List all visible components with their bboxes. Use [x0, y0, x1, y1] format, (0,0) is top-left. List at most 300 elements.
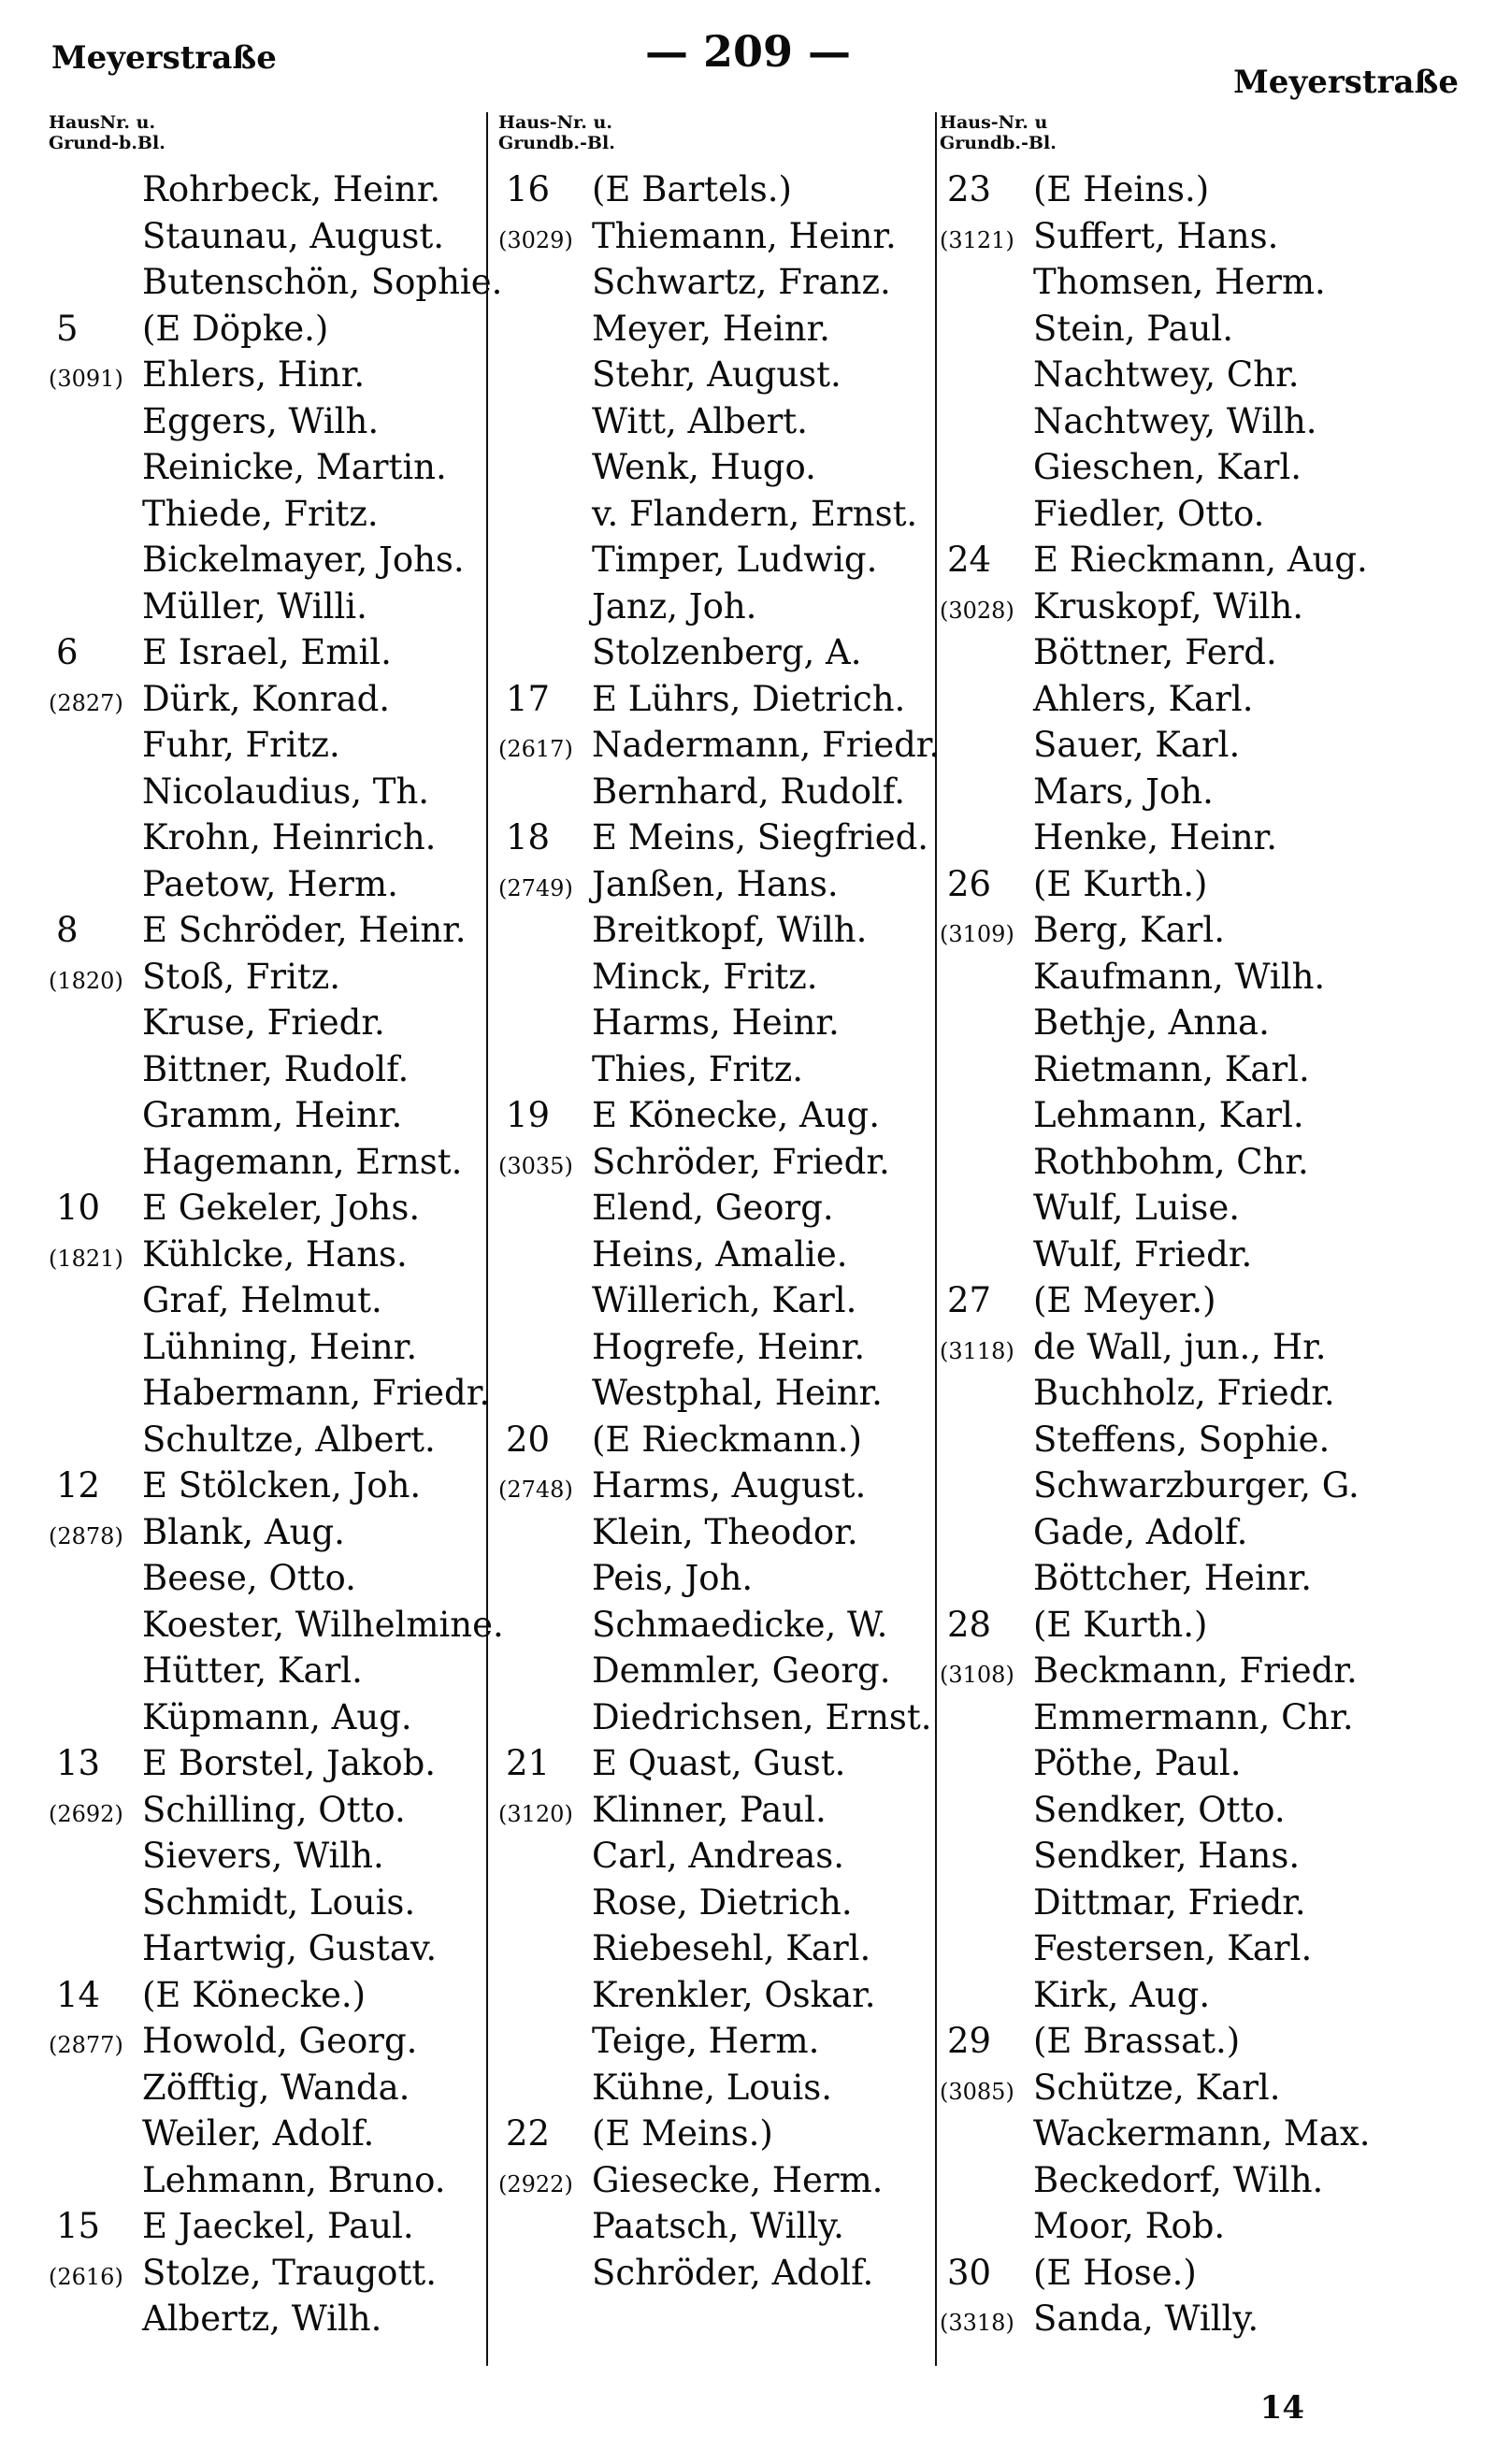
resident-name: Riebesehl, Karl. — [592, 1928, 871, 1968]
resident-name: Paetow, Herm. — [142, 863, 398, 904]
directory-entry — [940, 629, 1379, 676]
grundbuch-number: (3120) — [498, 1800, 573, 1827]
resident-name: Meyer, Heinr. — [592, 308, 830, 349]
resident-name: Nicolaudius, Th. — [142, 771, 430, 812]
directory-entry — [49, 1277, 488, 1324]
directory-entry — [498, 861, 938, 908]
directory-entry — [940, 2296, 1379, 2342]
directory-entry — [940, 1463, 1379, 1509]
resident-name: Albertz, Wilh. — [142, 2298, 382, 2339]
directory-entry — [940, 1000, 1379, 1046]
resident-name: Bickelmayer, Johs. — [142, 540, 465, 580]
grundbuch-number: (2878) — [49, 1522, 123, 1549]
grundbuch-number: (3318) — [940, 2310, 1014, 2336]
directory-entry — [49, 2157, 488, 2204]
directory-entry — [49, 1880, 488, 1926]
resident-name: Kirk, Aug. — [1033, 1974, 1211, 2015]
resident-name: Pöthe, Paul. — [1033, 1743, 1242, 1783]
resident-name: Beckedorf, Wilh. — [1033, 2159, 1324, 2200]
directory-entry — [940, 1787, 1379, 1834]
resident-name: E Stölcken, Joh. — [142, 1465, 422, 1506]
directory-entry — [49, 2296, 488, 2342]
directory-entry — [498, 1925, 938, 1972]
resident-name: Emmermann, Chr. — [1033, 1696, 1354, 1737]
directory-entry — [49, 584, 488, 630]
resident-name: Bernhard, Rudolf. — [592, 771, 906, 812]
directory-entry — [940, 306, 1379, 353]
resident-name: Schröder, Adolf. — [592, 2252, 874, 2293]
resident-name: Rothbohm, Chr. — [1033, 1141, 1309, 1182]
resident-name: Böttcher, Heinr. — [1033, 1558, 1313, 1598]
entry-number — [498, 166, 592, 213]
entry-number — [940, 2250, 1033, 2297]
resident-name: Sendker, Hans. — [1033, 1836, 1301, 1876]
house-number: 8 — [56, 910, 79, 950]
directory-entry — [49, 954, 488, 1001]
directory-entry — [49, 352, 488, 398]
entry-number — [498, 1463, 592, 1514]
directory-entry — [498, 1232, 938, 1278]
grundbuch-number: (3028) — [940, 597, 1014, 624]
entry-number — [940, 1277, 1033, 1324]
directory-entry — [49, 2111, 488, 2157]
directory-entry — [498, 1139, 938, 1186]
directory-entry — [49, 259, 503, 306]
resident-name: Stolzenberg, A. — [592, 632, 862, 672]
resident-name: Reinicke, Martin. — [142, 447, 447, 487]
resident-name: (E Meyer.) — [1033, 1280, 1216, 1320]
directory-entry — [498, 1833, 938, 1880]
entry-number — [498, 2157, 592, 2209]
resident-name: Kühne, Louis. — [592, 2067, 832, 2108]
resident-name: Klinner, Paul. — [592, 1789, 827, 1830]
directory-entry — [940, 2250, 1379, 2297]
directory-entry — [498, 259, 938, 306]
resident-name: E Borstel, Jakob. — [142, 1743, 437, 1783]
directory-entry — [498, 352, 938, 398]
column-header-line: HausNr. u. — [49, 112, 156, 133]
directory-entry — [49, 629, 488, 676]
directory-entry — [940, 1880, 1379, 1926]
directory-entry — [49, 1092, 488, 1139]
directory-entry — [49, 769, 488, 815]
house-number: 21 — [506, 1743, 551, 1783]
directory-entry — [498, 676, 938, 723]
directory-entry — [498, 1648, 938, 1694]
directory-entry — [940, 1232, 1379, 1278]
resident-name: Giesecke, Herm. — [592, 2159, 884, 2200]
entry-number — [498, 213, 592, 265]
resident-name: E Schröder, Heinr. — [142, 910, 467, 950]
grundbuch-number: (3091) — [49, 366, 123, 392]
resident-name: Schütze, Karl. — [1033, 2067, 1281, 2108]
resident-name: Schwartz, Franz. — [592, 262, 891, 302]
resident-name: Stein, Paul. — [1033, 308, 1234, 349]
house-number: 16 — [506, 169, 551, 209]
entry-number — [49, 2250, 142, 2301]
entry-number — [498, 676, 592, 723]
resident-name: Klein, Theodor. — [592, 1511, 858, 1552]
directory-entry — [49, 1463, 488, 1509]
resident-name: Wulf, Friedr. — [1033, 1233, 1253, 1275]
house-number: 22 — [506, 2113, 551, 2154]
entry-number — [49, 676, 142, 728]
resident-name: Minck, Fritz. — [592, 956, 818, 997]
resident-name: Festersen, Karl. — [1033, 1928, 1313, 1968]
resident-name: Witt, Albert. — [592, 400, 808, 441]
resident-name: E Gekeler, Johs. — [142, 1188, 421, 1228]
entry-number — [49, 1509, 142, 1561]
resident-name: Rohrbeck, Heinr. — [142, 169, 441, 209]
directory-entry — [940, 1648, 1379, 1694]
directory-entry — [49, 1370, 491, 1417]
directory-entry — [498, 954, 938, 1001]
resident-name: Ehlers, Hinr. — [142, 354, 366, 395]
directory-entry — [49, 2018, 488, 2065]
resident-name: Sauer, Karl. — [1033, 725, 1241, 765]
resident-name: Rietmann, Karl. — [1033, 1048, 1310, 1089]
resident-name: (E Heins.) — [1033, 169, 1210, 209]
grundbuch-number: (2877) — [49, 2032, 123, 2058]
column-header — [49, 112, 488, 166]
resident-name: Sievers, Wilh. — [142, 1836, 384, 1876]
resident-name: Timper, Ludwig. — [592, 540, 878, 580]
directory-entry — [498, 537, 938, 584]
resident-name: Heins, Amalie. — [592, 1233, 848, 1275]
resident-name: Wulf, Luise. — [1033, 1188, 1240, 1228]
directory-entry — [498, 1000, 938, 1046]
grundbuch-number: (3109) — [940, 921, 1014, 947]
resident-name: Nachtwey, Chr. — [1033, 354, 1300, 395]
directory-entry — [49, 213, 488, 260]
directory-entry — [940, 352, 1379, 398]
entry-number — [940, 1602, 1033, 1649]
directory-entry — [940, 2111, 1379, 2157]
directory-entry — [498, 166, 938, 213]
grundbuch-number: (3108) — [940, 1662, 1014, 1688]
resident-name: Staunau, August. — [142, 215, 445, 256]
entry-number — [940, 861, 1033, 908]
entry-number — [940, 1324, 1033, 1376]
resident-name: Howold, Georg. — [142, 2021, 418, 2061]
directory-entry — [940, 1185, 1379, 1232]
entry-number — [940, 907, 1033, 958]
entry-number — [49, 629, 142, 676]
resident-name: Weiler, Adolf. — [142, 2113, 375, 2154]
directory-entry — [940, 2157, 1379, 2204]
running-head-left: Meyerstraße — [51, 39, 277, 77]
grundbuch-number: (1821) — [49, 1245, 123, 1272]
directory-entry — [49, 1555, 488, 1602]
directory-entry — [498, 1092, 938, 1139]
directory-entry — [940, 1555, 1379, 1602]
grundbuch-number: (2616) — [49, 2263, 123, 2290]
column-2 — [498, 112, 941, 2296]
resident-name: Krohn, Heinrich. — [142, 817, 437, 857]
entry-number — [940, 2018, 1033, 2065]
directory-entry — [49, 1509, 488, 1556]
directory-entry — [940, 1139, 1379, 1186]
resident-name: E Lührs, Dietrich. — [592, 678, 906, 719]
resident-name: Diedrichsen, Ernst. — [592, 1696, 932, 1737]
entry-number — [49, 954, 142, 1005]
resident-name: Janßen, Hans. — [592, 863, 839, 904]
directory-entry — [940, 1324, 1379, 1371]
column-header-line: Grundb.-Bl. — [498, 133, 615, 153]
entry-number — [498, 1092, 592, 1139]
resident-name: E Quast, Gust. — [592, 1743, 846, 1783]
directory-entry — [940, 1602, 1379, 1649]
resident-name: Moor, Rob. — [1033, 2206, 1226, 2246]
house-number: 5 — [56, 308, 79, 349]
resident-name: Schröder, Friedr. — [592, 1141, 890, 1182]
directory-entry — [498, 1277, 938, 1324]
resident-name: Beese, Otto. — [142, 1558, 356, 1598]
directory-entry — [498, 1185, 938, 1232]
resident-name: Sanda, Willy. — [1033, 2298, 1259, 2339]
resident-name: Schmaedicke, W. — [592, 1604, 888, 1645]
resident-name: Ahlers, Karl. — [1033, 678, 1254, 719]
directory-entry — [49, 1324, 488, 1371]
directory-entry — [940, 954, 1379, 1001]
directory-entry — [498, 722, 941, 769]
house-number: 30 — [947, 2252, 992, 2293]
directory-entry — [940, 1277, 1379, 1324]
directory-entry — [498, 1880, 938, 1926]
directory-entry — [940, 491, 1379, 538]
entry-number — [940, 1648, 1033, 1699]
resident-name: Gade, Adolf. — [1033, 1511, 1248, 1552]
grundbuch-number: (3118) — [940, 1337, 1014, 1364]
directory-entry — [49, 1139, 488, 1186]
resident-name: Breitkopf, Wilh. — [592, 910, 868, 950]
directory-entry — [49, 1185, 488, 1232]
resident-name: Butenschön, Sophie. — [142, 262, 503, 302]
grundbuch-number: (3121) — [940, 226, 1014, 253]
resident-name: Kaufmann, Wilh. — [1033, 956, 1326, 997]
directory-entry — [940, 213, 1379, 260]
directory-entry — [498, 306, 938, 353]
resident-name: Kruse, Friedr. — [142, 1002, 385, 1043]
resident-name: Krenkler, Oskar. — [592, 1974, 876, 2015]
column-header-line: Haus-Nr. u — [940, 112, 1048, 133]
directory-entry — [940, 398, 1379, 445]
resident-name: Schmidt, Louis. — [142, 1881, 416, 1923]
directory-entry — [498, 584, 938, 630]
directory-entry — [498, 1972, 938, 2019]
entry-number — [49, 1463, 142, 1509]
resident-name: Gramm, Heinr. — [142, 1095, 403, 1135]
resident-name: Bethje, Anna. — [1033, 1002, 1270, 1043]
resident-name: Thiemann, Heinr. — [592, 215, 897, 256]
directory-entry — [49, 907, 488, 954]
grundbuch-number: (2692) — [49, 1800, 123, 1827]
house-number: 17 — [506, 678, 551, 719]
house-number: 19 — [506, 1095, 551, 1135]
directory-entry — [498, 1463, 938, 1509]
resident-name: Suffert, Hans. — [1033, 215, 1279, 256]
directory-entry — [940, 2018, 1379, 2065]
directory-entry — [940, 769, 1379, 815]
resident-name: Küpmann, Aug. — [142, 1696, 412, 1737]
resident-name: (E Rieckmann.) — [592, 1419, 862, 1460]
resident-name: Harms, Heinr. — [592, 1002, 840, 1043]
resident-name: Gieschen, Karl. — [1033, 447, 1302, 487]
grundbuch-number: (3035) — [498, 1152, 573, 1179]
directory-entry — [940, 1046, 1379, 1093]
entry-number — [940, 537, 1033, 584]
column-header-line: Grundb.-Bl. — [940, 133, 1057, 153]
resident-name: E Rieckmann, Aug. — [1033, 540, 1368, 580]
resident-name: Thiede, Fritz. — [142, 493, 379, 534]
directory-entry — [498, 491, 938, 538]
signature-mark: 14 — [1259, 2389, 1304, 2427]
resident-name: Fiedler, Otto. — [1033, 493, 1265, 534]
resident-name: Fuhr, Fritz. — [142, 725, 340, 765]
resident-name: Stehr, August. — [592, 354, 842, 395]
directory-entry — [49, 537, 488, 584]
directory-entry — [498, 1370, 938, 1417]
directory-entry — [498, 1324, 938, 1371]
directory-entry — [940, 1694, 1379, 1741]
resident-name: Stolze, Traugott. — [142, 2252, 437, 2293]
directory-entry — [940, 166, 1379, 213]
resident-name: Hütter, Karl. — [142, 1650, 363, 1691]
resident-name: (E Bartels.) — [592, 169, 792, 209]
directory-entry — [49, 2203, 488, 2250]
entry-number — [940, 2296, 1033, 2347]
house-number: 10 — [56, 1188, 101, 1228]
directory-entry — [498, 398, 938, 445]
resident-name: Rose, Dietrich. — [592, 1881, 853, 1923]
directory-entry — [49, 861, 488, 908]
resident-name: Stoß, Fritz. — [142, 956, 341, 997]
house-number: 26 — [947, 863, 992, 904]
resident-name: (E Meins.) — [592, 2113, 773, 2154]
house-number: 13 — [56, 1743, 101, 1783]
directory-entry — [49, 722, 488, 769]
directory-entry — [940, 1092, 1379, 1139]
directory-entry — [49, 1972, 488, 2019]
resident-name: Hogrefe, Heinr. — [592, 1326, 866, 1367]
column-1 — [49, 112, 504, 2342]
grundbuch-number: (2922) — [498, 2170, 573, 2197]
house-number: 20 — [506, 1419, 551, 1460]
directory-entry — [49, 1648, 488, 1694]
resident-name: Hagemann, Ernst. — [142, 1141, 463, 1182]
resident-name: Hartwig, Gustav. — [142, 1928, 438, 1968]
resident-name: Steffens, Sophie. — [1033, 1419, 1331, 1460]
directory-entry — [498, 1417, 938, 1463]
resident-name: Janz, Joh. — [592, 585, 757, 627]
directory-entry — [49, 814, 488, 861]
resident-name: E Israel, Emil. — [142, 632, 392, 672]
house-number: 27 — [947, 1280, 992, 1320]
resident-name: Schultze, Albert. — [142, 1419, 436, 1460]
directory-entry — [940, 2203, 1379, 2250]
resident-name: (E Kurth.) — [1033, 863, 1208, 904]
directory-entry — [940, 584, 1379, 630]
directory-entry — [49, 1694, 488, 1741]
resident-name: Buchholz, Friedr. — [1033, 1373, 1335, 1413]
directory-entry — [49, 1787, 488, 1834]
grundbuch-number: (3029) — [498, 226, 573, 253]
resident-name: Kruskopf, Wilh. — [1033, 585, 1304, 627]
resident-name: (E Kurth.) — [1033, 1604, 1208, 1645]
resident-name: Nachtwey, Wilh. — [1033, 400, 1317, 441]
resident-name: Wenk, Hugo. — [592, 447, 816, 487]
resident-name: Teige, Herm. — [592, 2021, 820, 2061]
resident-name: (E Hose.) — [1033, 2252, 1197, 2293]
column-3 — [940, 112, 1379, 2342]
entry-number — [49, 352, 142, 403]
directory-entry — [498, 2018, 938, 2065]
directory-entry — [940, 259, 1379, 306]
resident-name: Peis, Joh. — [592, 1558, 754, 1598]
directory-entry — [49, 444, 488, 491]
directory-entry — [940, 676, 1379, 723]
directory-entry — [940, 1509, 1379, 1556]
house-number: 23 — [947, 169, 992, 209]
directory-entry — [49, 1417, 488, 1463]
house-number: 6 — [56, 632, 79, 672]
directory-entry — [49, 491, 488, 538]
resident-name: (E Könecke.) — [142, 1974, 367, 2015]
entry-number — [49, 2203, 142, 2250]
resident-name: Kühlcke, Hans. — [142, 1233, 408, 1275]
resident-name: E Meins, Siegfried. — [592, 817, 929, 857]
directory-entry — [940, 1740, 1379, 1787]
directory-entry — [498, 2203, 938, 2250]
directory-entry — [940, 907, 1379, 954]
directory-entry — [49, 1833, 488, 1880]
resident-name: Beckmann, Friedr. — [1033, 1650, 1358, 1691]
entry-number — [498, 861, 592, 913]
resident-name: Schilling, Otto. — [142, 1789, 406, 1830]
resident-name: Graf, Helmut. — [142, 1280, 382, 1320]
directory-entry — [498, 769, 938, 815]
grundbuch-number: (2749) — [498, 874, 573, 901]
resident-name: Zöfftig, Wanda. — [142, 2067, 410, 2108]
running-head-right: Meyerstraße — [1233, 64, 1459, 101]
directory-entry — [498, 1787, 938, 1834]
entry-number — [498, 722, 592, 773]
column-header-line: Haus-Nr. u. — [498, 112, 612, 133]
house-number: 12 — [56, 1465, 101, 1506]
directory-entry — [498, 814, 938, 861]
resident-name: Carl, Andreas. — [592, 1836, 845, 1876]
resident-name: Berg, Karl. — [1033, 910, 1225, 950]
directory-entry — [49, 1740, 488, 1787]
house-number: 15 — [56, 2206, 101, 2246]
page-number: — 209 — — [644, 26, 852, 77]
directory-entry — [49, 1000, 488, 1046]
entry-number — [498, 814, 592, 861]
resident-name: Lehmann, Karl. — [1033, 1095, 1304, 1135]
resident-name: Wackermann, Max. — [1033, 2113, 1371, 2154]
resident-name: Sendker, Otto. — [1033, 1789, 1286, 1830]
resident-name: (E Brassat.) — [1033, 2021, 1241, 2061]
directory-entry — [498, 444, 938, 491]
entry-number — [940, 213, 1033, 265]
resident-name: Dürk, Konrad. — [142, 678, 391, 719]
resident-name: Thies, Fritz. — [592, 1048, 804, 1089]
directory-entry — [49, 1046, 488, 1093]
resident-name: Blank, Aug. — [142, 1511, 345, 1552]
resident-name: (E Döpke.) — [142, 308, 329, 349]
entry-number — [49, 1185, 142, 1232]
house-number: 28 — [947, 1604, 992, 1645]
